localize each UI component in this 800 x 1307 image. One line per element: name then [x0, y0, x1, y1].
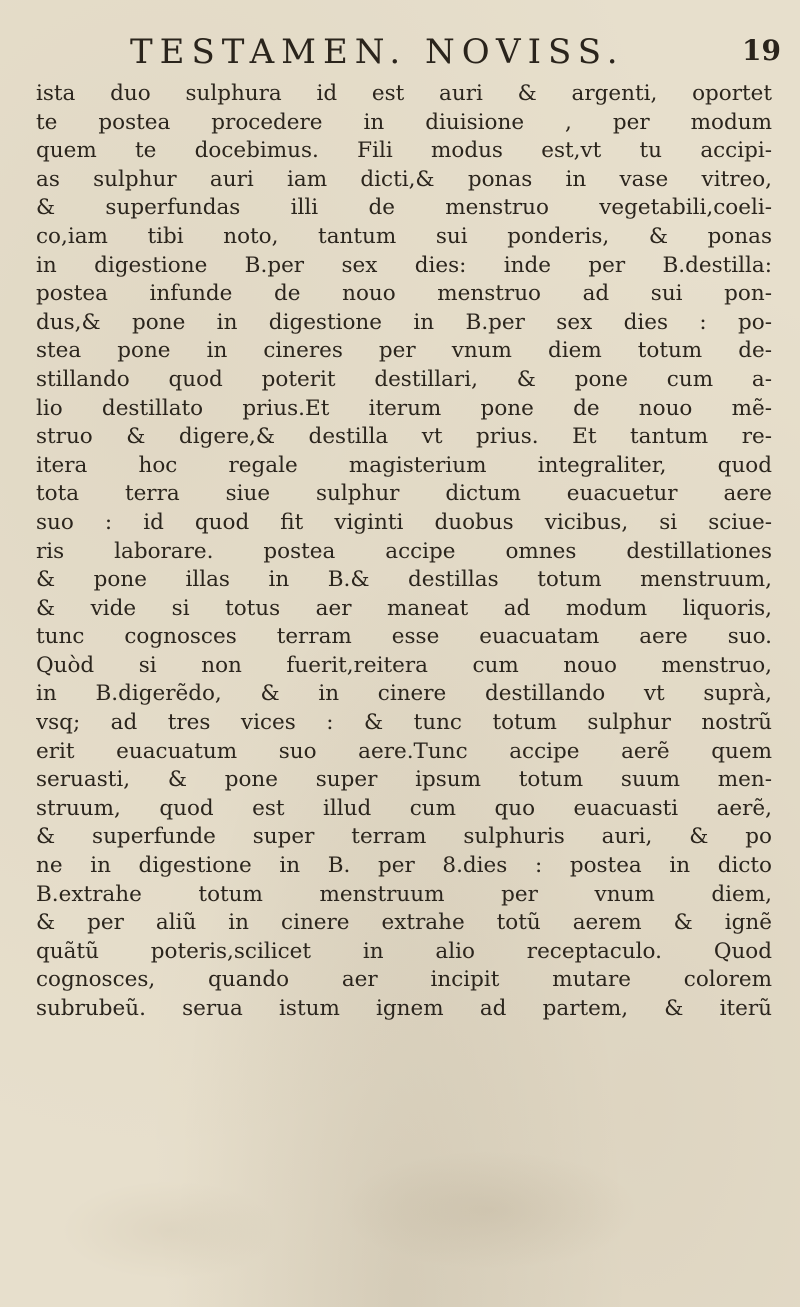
running-title: TESTAMEN. NOVISS.	[130, 32, 625, 72]
text-line: quãtũ poteris,scilicet in alio receptaculo. Quod	[36, 938, 772, 964]
text-line: in digestione B.per sex dies: inde per B.destilla:	[36, 252, 772, 278]
page-number: 19	[742, 34, 781, 67]
text-line: ista duo sulphura id est auri & argenti, oportet	[36, 81, 772, 106]
text-line: te postea procedere in diuisione , per modum	[36, 109, 772, 135]
text-line: & pone illas in B.& destillas totum menstruum,	[36, 567, 772, 593]
running-head	[0, 32, 800, 78]
paper-stain	[60, 1180, 280, 1280]
text-line: postea infunde de nouo menstruo ad sui pon-	[36, 281, 772, 307]
text-line: & per aliũ in cinere extrahe totũ aerem & ignẽ	[36, 910, 772, 936]
text-line: vsq; ad tres vices : & tunc totum sulphur nostrũ	[36, 710, 772, 736]
text-line: tunc cognosces terram esse euacuatam aere suo.	[36, 624, 772, 650]
text-line: stillando quod poterit destillari, & pone cum a-	[36, 366, 772, 392]
text-line: struo & digere,& destilla vt prius. Et tantum re-	[36, 424, 772, 450]
text-line: erit euacuatum suo aere.Tunc accipe aerẽ quem	[36, 738, 772, 764]
paper-stain	[340, 1150, 640, 1270]
text-line: tota terra siue sulphur dictum euacuetur aere	[36, 481, 772, 507]
text-line: & superfundas illi de menstruo vegetabili,coeli-	[36, 195, 772, 221]
text-line: as sulphur auri iam dicti,& ponas in vase vitreo,	[36, 166, 772, 192]
text-line: lio destillato prius.Et iterum pone de nouo mẽ-	[36, 395, 772, 421]
text-line: ne in digestione in B. per 8.dies : postea in dicto	[36, 853, 772, 879]
text-line: struum, quod est illud cum quo euacuasti aerẽ,	[36, 795, 772, 821]
text-line: quem te docebimus. Fili modus est,vt tu accipi-	[36, 138, 772, 164]
text-line: & vide si totus aer maneat ad modum liquoris,	[36, 595, 772, 621]
text-line: in B.digerẽdo, & in cinere destillando vt suprà,	[36, 681, 772, 707]
text-line: ris laborare. postea accipe omnes destillationes	[36, 538, 772, 564]
text-line: cognosces, quando aer incipit mutare colorem	[36, 967, 772, 993]
text-line: dus,& pone in digestione in B.per sex dies : po-	[36, 309, 772, 335]
body-text	[36, 80, 772, 1024]
text-line: itera hoc regale magisterium integraliter, quod	[36, 452, 772, 478]
text-line: co,iam tibi noto, tantum sui ponderis, & ponas	[36, 223, 772, 249]
text-line: stea pone in cineres per vnum diem totum de-	[36, 338, 772, 364]
text-line: subrubeũ. serua istum ignem ad partem, & iterũ	[36, 996, 772, 1021]
text-line: suo : id quod fit viginti duobus vicibus, si sciue-	[36, 509, 772, 535]
text-line: B.extrahe totum menstruum per vnum diem,	[36, 881, 772, 907]
text-line: & superfunde super terram sulphuris auri, & po	[36, 824, 772, 850]
text-line: seruasti, & pone super ipsum totum suum men-	[36, 767, 772, 793]
text-line: Quòd si non fuerit,reitera cum nouo menstruo,	[36, 652, 772, 678]
